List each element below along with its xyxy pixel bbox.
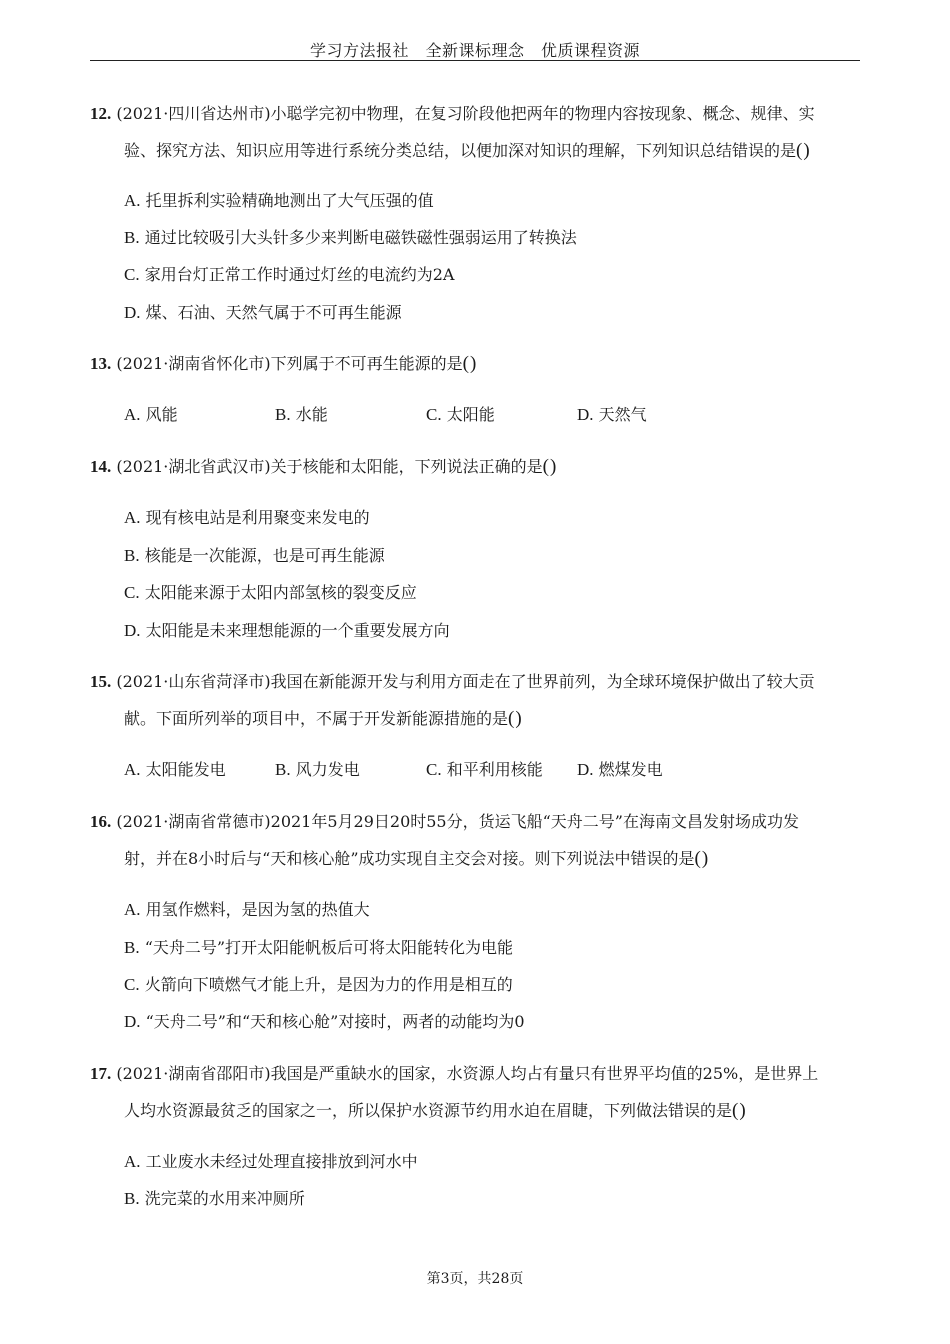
option-text: 天然气 [598,405,647,424]
option-text: 工业废水未经过处理直接排放到河水中 [145,1152,418,1171]
option-text: 现有核电站是利用聚变来发电的 [145,508,370,527]
option-text: 太阳能 [446,405,495,424]
question-15-line-1 [90,671,815,693]
question-stem: (2021·湖北省武汉市)关于核能和太阳能，下列说法正确的是 [116,457,543,476]
option-letter: D. [124,303,141,322]
option-text: 托里拆利实验精确地测出了大气压强的值 [145,191,434,210]
option-letter: B. [124,938,140,957]
option-text: 太阳能是未来理想能源的一个重要发展方向 [145,621,450,640]
option-d [124,302,402,324]
option-letter: D. [124,621,141,640]
option-a [124,899,370,921]
option-a [124,507,370,529]
question-16-line-1 [90,811,799,833]
option-letter: C. [426,405,442,424]
option-letter: B. [124,546,140,565]
question-16-line-2 [124,848,709,870]
question-stem: (2021·四川省达州市)小聪学完初中物理，在复习阶段他把两年的物理内容按现象、概念、规律、实 [116,104,815,123]
option-letter: A. [124,900,141,919]
option-text: 和平利用核能 [446,760,543,779]
option-c [124,974,513,996]
option-letter: D. [577,405,594,424]
question-number: 12. [90,104,112,123]
option-letter: A. [124,508,141,527]
page-footer: 第3页，共28页 [426,1271,524,1287]
question-15-line-2 [124,708,523,730]
question-stem: (2021·湖南省邵阳市)我国是严重缺水的国家，水资源人均占有量只有世界平均值的25%，是世界上 [116,1064,819,1083]
option-letter: C. [426,760,442,779]
option-d [124,620,450,642]
option-b [275,404,328,426]
answer-parentheses: () [462,353,478,374]
question-17-line-2 [124,1100,747,1122]
question-stem: (2021·湖南省常德市)2021年5月29日20时55分，货运飞船“天舟二号”在海南文昌发射场成功发 [116,812,799,831]
answer-parentheses: () [796,140,811,161]
option-text: 风力发电 [295,760,360,779]
option-text: 太阳能来源于太阳内部氢核的裂变反应 [144,583,417,602]
question-stem: 人均水资源最贫乏的国家之一，所以保护水资源节约用水迫在眉睫，下列做法错误的是 [124,1101,733,1120]
option-letter: C. [124,583,140,602]
option-letter: B. [124,1189,140,1208]
option-letter: D. [124,1012,141,1031]
option-text: 火箭向下喷燃气才能上升，是因为力的作用是相互的 [144,975,513,994]
option-text: 家用台灯正常工作时通过灯丝的电流约为2A [144,265,455,284]
option-text: 用氢作燃料，是因为氢的热值大 [145,900,370,919]
option-b [124,227,577,249]
answer-parentheses: () [694,848,710,869]
question-stem: 验、探究方法、知识应用等进行系统分类总结，以便加深对知识的理解，下列知识总结错误的是 [124,141,797,160]
answer-parentheses: () [508,708,523,729]
question-13-line-1 [90,353,477,375]
option-text: 通过比较吸引大头针多少来判断电磁铁磁性强弱运用了转换法 [144,228,577,247]
question-number: 14. [90,457,112,476]
option-letter: A. [124,760,141,779]
option-c [426,759,543,781]
option-letter: C. [124,265,140,284]
option-letter: B. [275,760,291,779]
option-letter: D. [577,760,594,779]
question-stem: (2021·湖南省怀化市)下列属于不可再生能源的是 [116,354,463,373]
option-b [124,937,513,959]
question-14-line-1 [90,456,557,478]
option-letter: A. [124,191,141,210]
option-text: 核能是一次能源，也是可再生能源 [144,546,385,565]
option-text: 洗完菜的水用来冲厕所 [144,1189,305,1208]
option-text: “天舟二号”打开太阳能帆板后可将太阳能转化为电能 [144,938,514,957]
question-stem: 献。下面所列举的项目中，不属于开发新能源措施的是 [124,709,509,728]
answer-parentheses: () [542,456,558,477]
option-text: “天舟二号”和“天和核心舱”对接时，两者的动能均为0 [145,1012,525,1031]
option-c [124,264,454,286]
option-text: 燃煤发电 [598,760,663,779]
question-number: 13. [90,354,112,373]
option-a [124,759,226,781]
header-divider [90,60,860,61]
question-number: 17. [90,1064,112,1083]
question-stem: 射，并在8小时后与“天和核心舱”成功实现自主交会对接。则下列说法中错误的是 [124,849,695,868]
option-letter: C. [124,975,140,994]
question-number: 16. [90,812,112,831]
option-text: 风能 [145,405,178,424]
option-d [577,404,647,426]
option-letter: B. [275,405,291,424]
option-a [124,1151,418,1173]
option-c [426,404,495,426]
option-b [124,1188,305,1210]
option-text: 太阳能发电 [145,760,226,779]
option-letter: A. [124,405,141,424]
option-letter: B. [124,228,140,247]
option-a [124,404,178,426]
option-d [577,759,663,781]
option-letter: A. [124,1152,141,1171]
page-header: 学习方法报社 全新课标理念 优质课程资源 [309,41,640,60]
option-text: 水能 [295,405,328,424]
answer-parentheses: () [732,1100,747,1121]
option-b [124,545,385,567]
option-a [124,190,434,212]
option-c [124,582,417,604]
question-stem: (2021·山东省菏泽市)我国在新能源开发与利用方面走在了世界前列，为全球环境保护做出了较大贡 [116,672,815,691]
option-text: 煤、石油、天然气属于不可再生能源 [145,303,402,322]
question-12-line-2 [124,140,811,162]
question-number: 15. [90,672,112,691]
option-d [124,1011,525,1033]
option-b [275,759,360,781]
question-12-line-1 [90,103,815,125]
question-17-line-1 [90,1063,818,1085]
